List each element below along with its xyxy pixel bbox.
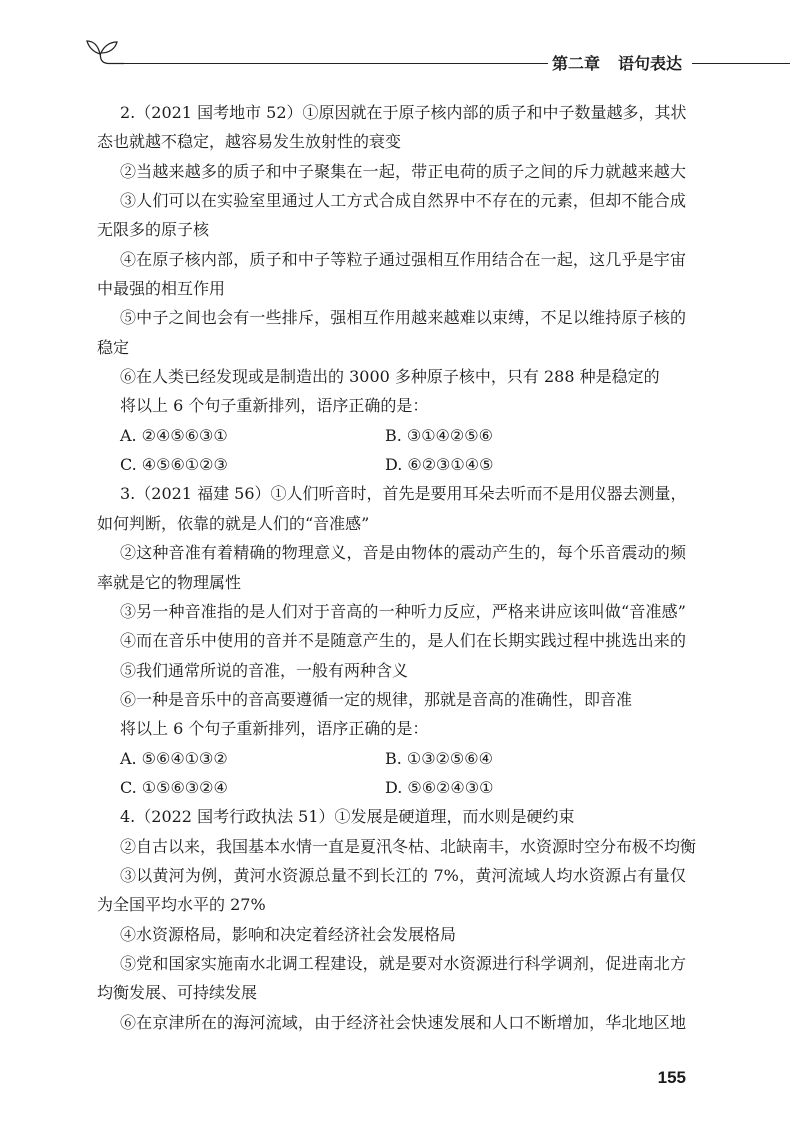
chapter-label: 第二章 xyxy=(552,54,601,73)
header-rule-left xyxy=(123,63,548,64)
option-value: ②④⑤⑥③① xyxy=(141,425,228,445)
text-line: 稳定 xyxy=(97,337,130,357)
sentence-1 xyxy=(97,98,686,157)
sentence-4 xyxy=(97,626,686,655)
text-line: 中最强的相互作用 xyxy=(97,279,226,299)
text-line: ②自古以来，我国基本水情一直是夏汛冬枯、北缺南丰，水资源时空分布极不均衡 xyxy=(120,836,697,856)
text-line: 态也就越不稳定，越容易发生放射性的衰变 xyxy=(97,132,402,152)
option-value: ⑤⑥②④③① xyxy=(407,777,494,797)
text-line: 3.（2021 福建 56）①人们听音时，首先是要用耳朵去听而不是用仪器去测量， xyxy=(120,484,687,504)
text-line: ③另一种音准指的是人们对于音高的一种听力反应，严格来讲应该叫做“音准感” xyxy=(120,601,686,621)
option-value: ③①④②⑤⑥ xyxy=(406,425,493,445)
page-number: 155 xyxy=(657,1068,686,1087)
option-label: D. xyxy=(385,455,403,475)
page-body xyxy=(97,98,697,1037)
sentence-4 xyxy=(97,920,686,949)
option-label: A. xyxy=(120,748,137,768)
text-line: ⑥在京津所在的海河流域，由于经济社会快速发展和人口不断增加，华北地区地 xyxy=(120,1012,686,1032)
option-d xyxy=(385,773,650,802)
sentence-4 xyxy=(97,245,686,304)
option-label: C. xyxy=(120,455,137,475)
sentence-5 xyxy=(97,949,686,1008)
sentence-2 xyxy=(97,157,686,186)
question-3 xyxy=(97,479,686,802)
text-line: ③以黄河为例，黄河水资源总量不到长江的 7%，黄河流域人均水资源占有量仅 xyxy=(120,865,686,885)
options-row xyxy=(97,773,686,802)
sentence-6 xyxy=(97,1008,686,1037)
running-header xyxy=(552,53,682,75)
question-2 xyxy=(97,98,686,479)
option-label: D. xyxy=(385,777,403,797)
option-value: ⑤⑥④①③② xyxy=(141,748,228,768)
text-line: ④在原子核内部，质子和中子等粒子通过强相互作用结合在一起，这几乎是宇宙 xyxy=(120,249,686,269)
options-row xyxy=(97,450,686,479)
option-label: B. xyxy=(385,425,402,445)
sentence-6 xyxy=(97,685,686,714)
sentence-2 xyxy=(97,538,686,597)
option-a xyxy=(120,744,385,773)
question-prompt: 将以上 6 个句子重新排列，语序正确的是： xyxy=(120,719,429,739)
question-prompt: 将以上 6 个句子重新排列，语序正确的是： xyxy=(120,396,429,416)
text-line: ⑥在人类已经发现或是制造出的 3000 多种原子核中，只有 288 种是稳定的 xyxy=(120,367,660,387)
option-label: A. xyxy=(120,425,137,445)
sentence-3 xyxy=(97,186,686,245)
sentence-1 xyxy=(97,802,686,831)
option-label: C. xyxy=(120,777,137,797)
text-line: 无限多的原子核 xyxy=(97,220,210,240)
text-line: ④水资源格局，影响和决定着经济社会发展格局 xyxy=(120,924,457,944)
option-value: ①③②⑤⑥④ xyxy=(406,748,493,768)
text-line: ⑥一种是音乐中的音高要遵循一定的规律，那就是音高的准确性，即音准 xyxy=(120,689,633,709)
option-label: B. xyxy=(385,748,402,768)
text-line: 为全国平均水平的 27% xyxy=(97,895,266,915)
sentence-3 xyxy=(97,861,686,920)
option-a xyxy=(120,421,385,450)
sentence-5 xyxy=(97,656,686,685)
sentence-2 xyxy=(97,832,697,861)
text-line: ⑤我们通常所说的音准，一般有两种含义 xyxy=(120,660,409,680)
option-value: ①⑤⑥③②④ xyxy=(141,777,228,797)
text-line: ④而在音乐中使用的音并不是随意产生的，是人们在长期实践过程中挑选出来的 xyxy=(120,631,686,651)
option-value: ⑥②③①④⑤ xyxy=(407,455,494,475)
sprout-icon xyxy=(84,36,124,70)
text-line: ⑤党和国家实施南水北调工程建设，就是要对水资源进行科学调剂，促进南北方 xyxy=(120,953,686,973)
sentence-1 xyxy=(97,479,686,538)
text-line: ③人们可以在实验室里通过人工方式合成自然界中不存在的元素，但却不能合成 xyxy=(120,191,686,211)
option-b xyxy=(385,744,650,773)
text-line: ②这种音准有着精确的物理意义，音是由物体的震动产生的，每个乐音震动的频 xyxy=(120,543,686,563)
text-line: ⑤中子之间也会有一些排斥，强相互作用越来越难以束缚，不足以维持原子核的 xyxy=(120,308,686,328)
text-line: 4.（2022 国考行政执法 51）①发展是硬道理，而水则是硬约束 xyxy=(120,807,575,827)
text-line: 如何判断，依靠的就是人们的“音准感” xyxy=(97,513,370,533)
text-line: 均衡发展、可持续发展 xyxy=(97,983,258,1003)
option-d xyxy=(385,450,650,479)
option-c xyxy=(120,773,385,802)
option-b xyxy=(385,421,650,450)
chapter-title: 语句表达 xyxy=(618,54,683,73)
sentence-3 xyxy=(97,597,686,626)
sentence-5 xyxy=(97,303,686,362)
options-row xyxy=(97,421,686,450)
header-rule-right xyxy=(692,63,790,64)
question-4 xyxy=(97,802,697,1037)
sentence-6 xyxy=(97,362,686,391)
text-line: ②当越来越多的质子和中子聚集在一起，带正电荷的质子之间的斥力就越来越大 xyxy=(120,161,686,181)
text-line: 率就是它的物理属性 xyxy=(97,572,242,592)
text-line: 2.（2021 国考地市 52）①原因就在于原子核内部的质子和中子数量越多，其状 xyxy=(120,103,687,122)
option-value: ④⑤⑥①②③ xyxy=(141,455,228,475)
options-row xyxy=(97,744,686,773)
option-c xyxy=(120,450,385,479)
